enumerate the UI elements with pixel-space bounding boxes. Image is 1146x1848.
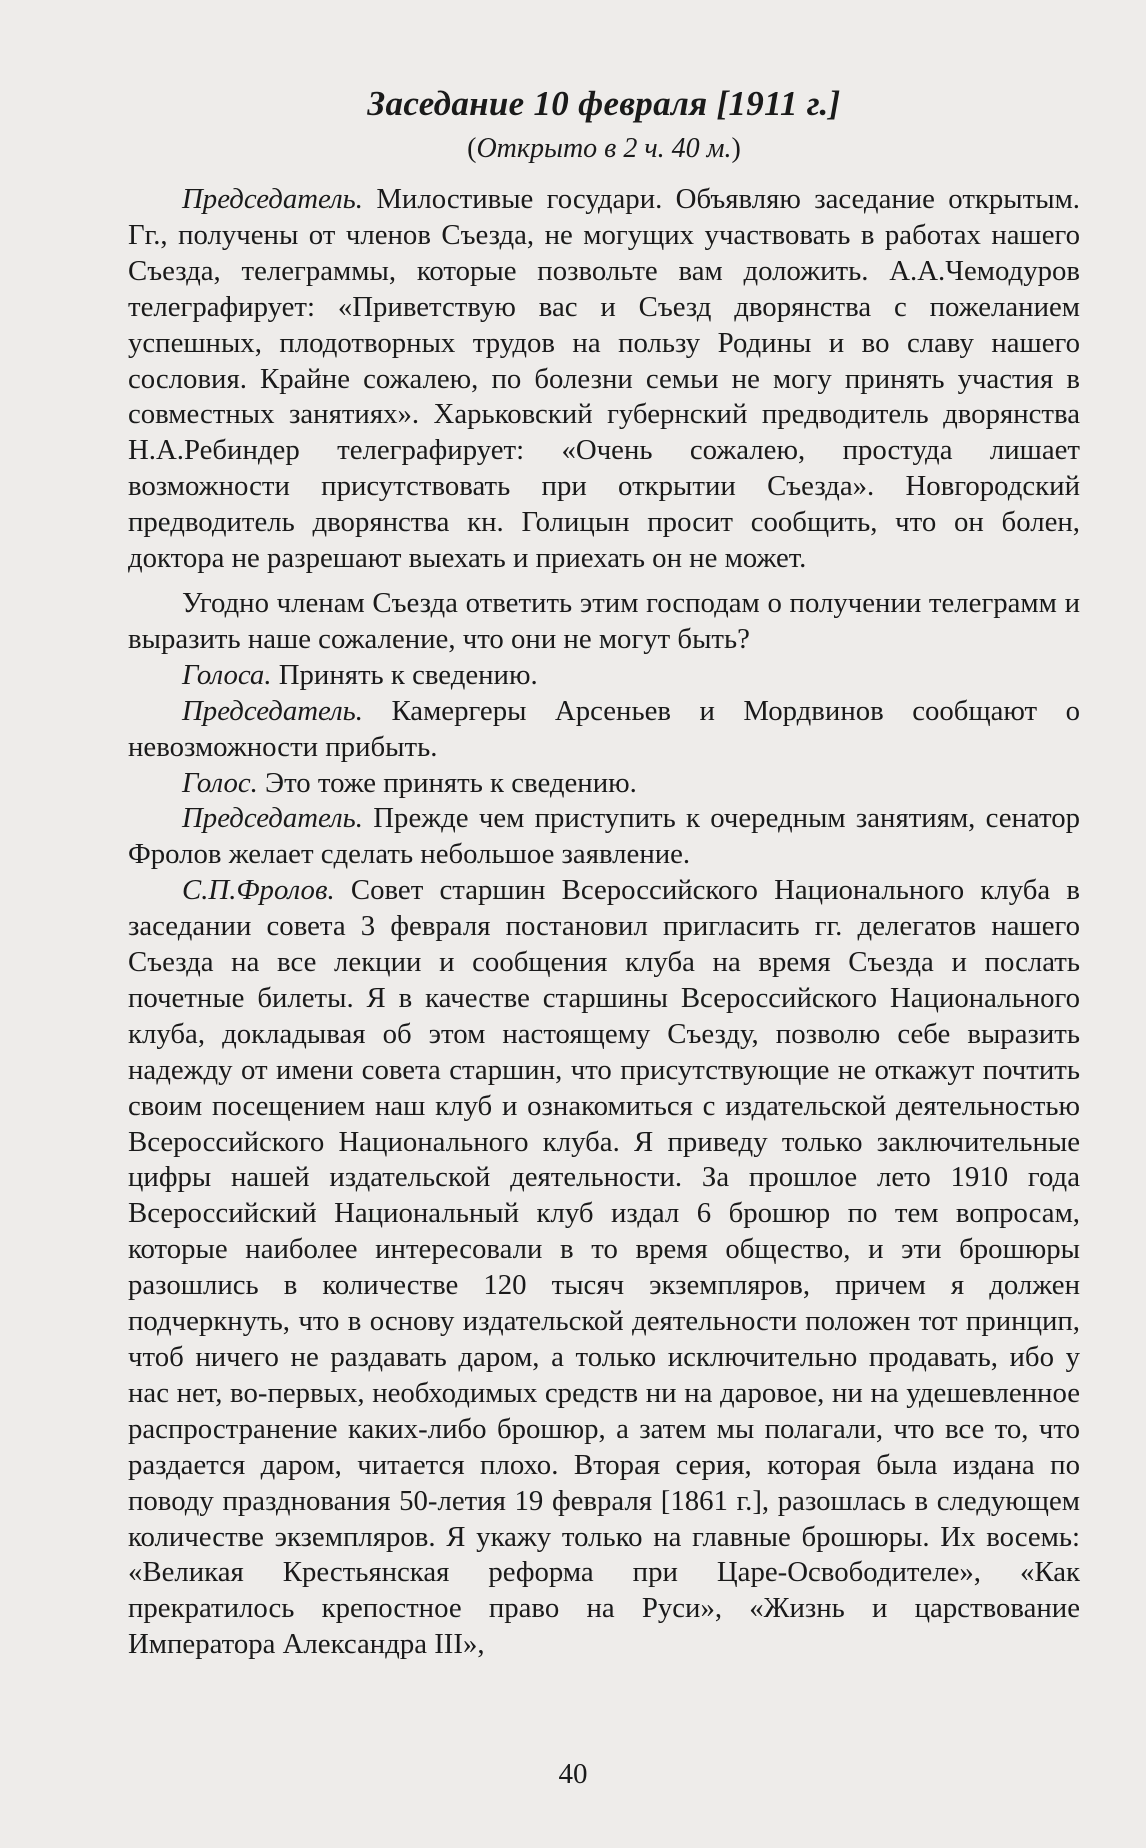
paragraph-frolov-statement <box>128 873 1080 1663</box>
opening-time <box>128 130 1080 168</box>
speech-text: Милостивые государи. Объявляю заседание открытым. Гг., получены от членов Съезда, не могущих участвовать в работах нашего Съезда, телеграммы, которые позвольте вам доложить. А.А.Чемодуров телеграфирует: «Приветствую вас и Съезд дворянства с пожеланием успешных, плодотворных трудов на пользу Родины и во славу нашего сословия. Крайне сожалею, по болезни семьи не могу принять участия в совместных занятиях». Харьковский губернский предводитель дворянства Н.А.Ребиндер телеграфирует: «Очень сожалею, простуда лишает возможности присутствовать при открытии Съезда». Новгородский предводитель дворянства кн. Голицын просит сообщить, что он болен, доктора не разрешают выехать и приехать он не может. <box>128 183 1080 575</box>
paragraph-voices <box>128 658 1080 694</box>
opening-paren-close: ) <box>731 133 741 164</box>
paragraph-chairman-frolov-intro <box>128 801 1080 873</box>
speaker-name: Председатель. <box>182 183 363 215</box>
speaker-name: Председатель. <box>182 694 363 727</box>
page-number: 40 <box>558 1758 588 1790</box>
paragraph-chairman-question <box>128 586 1080 658</box>
speaker-name: Председатель. <box>182 802 363 835</box>
paragraph-chairman-chamberlains <box>128 694 1080 766</box>
paragraph-chairman-opening <box>128 182 1080 577</box>
speaker-name: С.П.Фролов. <box>182 874 335 907</box>
speech-text: Прежде чем приступить к очередным занятиям, сенатор Фролов желает сделать небольшое заявление. <box>128 802 1080 871</box>
speech-text: Камергеры Арсеньев и Мордвинов сообщают о невозможности прибыть. <box>128 694 1080 763</box>
opening-time-text: Открыто в 2 ч. 40 м. <box>476 133 732 164</box>
speaker-name: Голоса. <box>182 658 272 691</box>
page-text <box>128 82 1080 1663</box>
speech-text: Совет старшин Всероссийского Национального клуба в заседании совета 3 февраля постановил пригласить гг. делегатов нашего Съезда на все лекции и сообщения клуба на время Съезда и послать почетные билеты. Я в качестве старшины Всероссийского Национального клуба, докладывая об этом настоящему Съезду, позволю себе выразить надежду от имени совета старшин, что присутствующие не откажут почтить своим посещением наш клуб и ознакомиться с издательской деятельностью Всероссийского Национального клуба. Я приведу только заключительные цифры нашей издательской деятельности. За прошлое лето 1910 года Всероссийский Национальный клуб издал 6 брошюр по тем вопросам, которые наиболее интересовали в то время общество, и эти брошюры разошлись в количестве 120 тысяч экземпляров, причем я должен подчеркнуть, что в основу издательской деятельности положен тот принцип, чтоб ничего не раздавать даром, а только исключительно продавать, ибо у нас нет, во-первых, необходимых средств ни на даровое, ни на удешевленное распространение каких-либо брошюр, а затем мы полагали, что все то, что раздается даром, читается плохо. Вторая серия, которая была издана по поводу празднования 50-летия 19 февраля [1861 г.], разошлась в следующем количестве экземпляров. Я укажу только на главные брошюры. Их восемь: «Великая Крестьянская реформа при Царе-Освободителе», «Как прекратилось крепостное право на Руси», «Жизнь и царствование Императора Александра III», <box>128 874 1080 1661</box>
speech-text: Принять к сведению. <box>271 658 538 691</box>
paragraph-voice <box>128 766 1080 802</box>
session-title: Заседание 10 февраля [1911 г.] <box>367 84 841 123</box>
opening-paren-open: ( <box>467 133 477 164</box>
speech-text: Это тоже принять к сведению. <box>257 766 637 799</box>
speech-text: Угодно членам Съезда ответить этим господам о получении телеграмм и выразить наше сожаление, что они не могут быть? <box>128 586 1080 655</box>
speaker-name: Голос. <box>182 766 258 799</box>
